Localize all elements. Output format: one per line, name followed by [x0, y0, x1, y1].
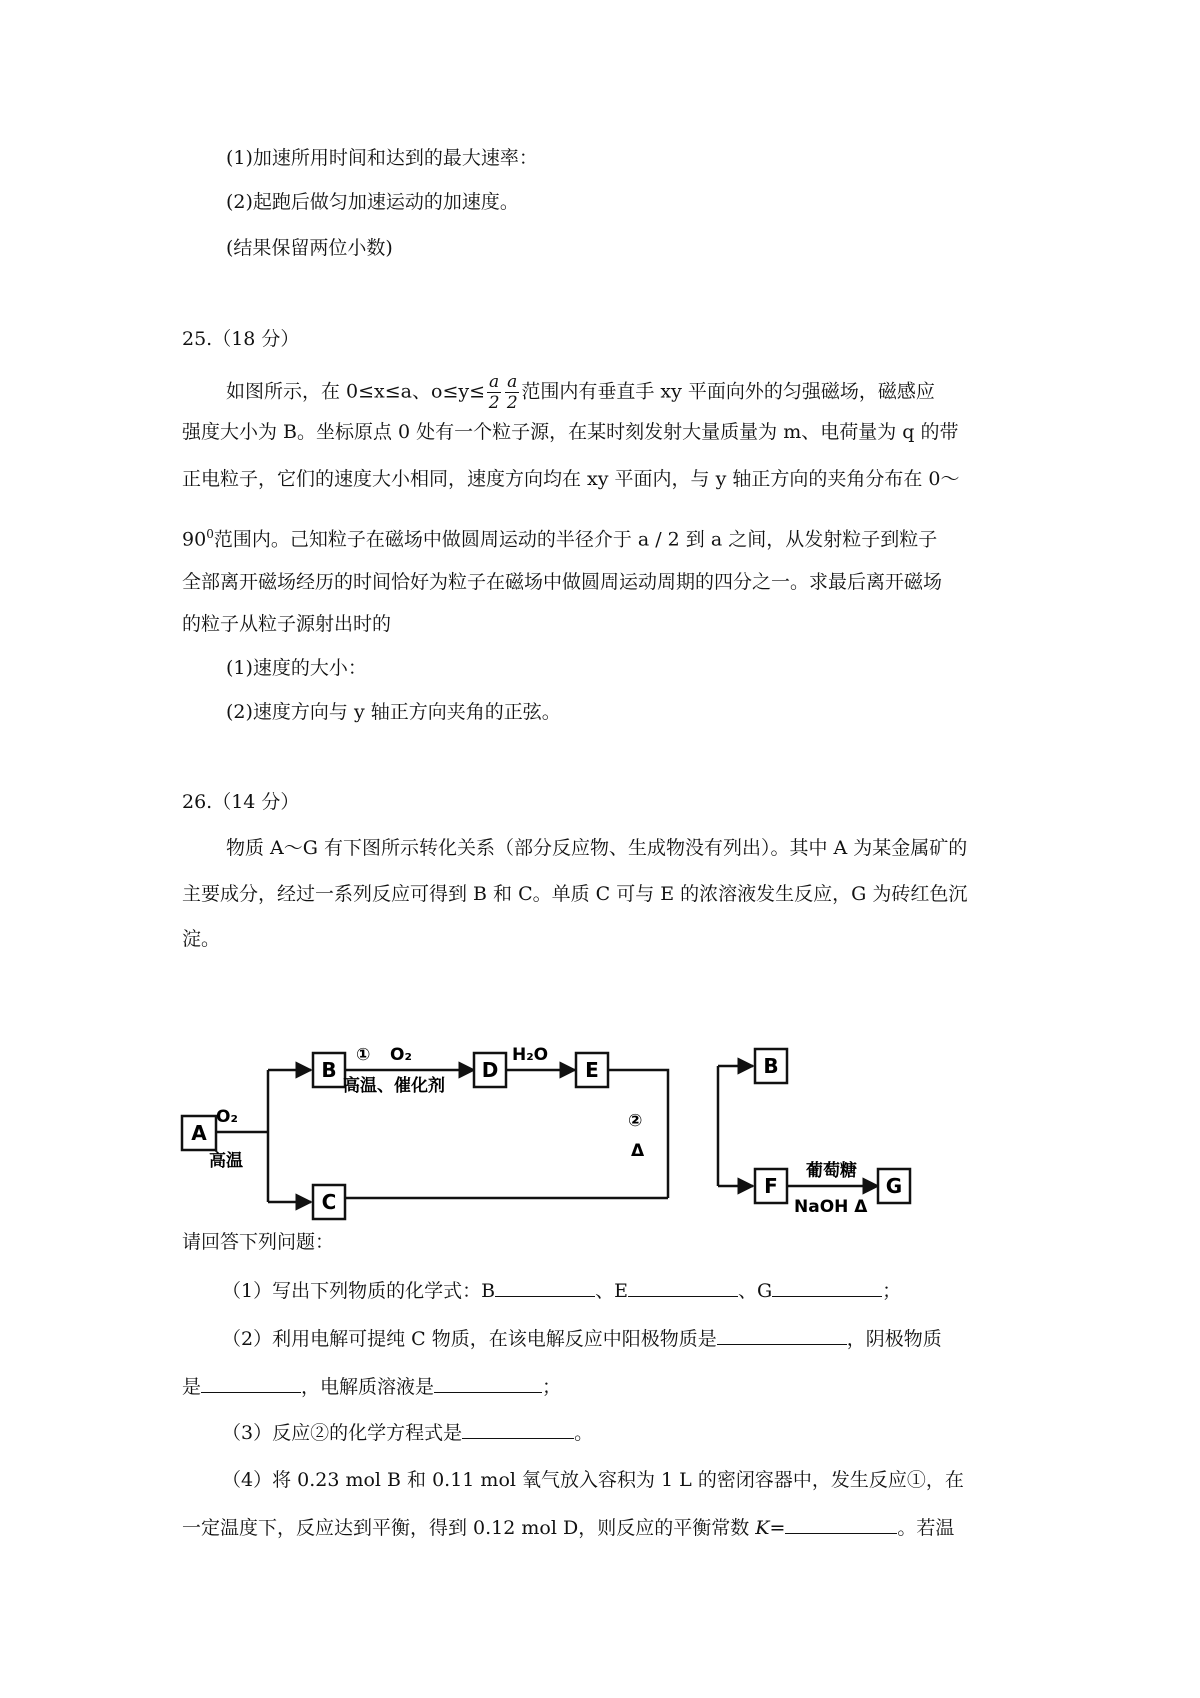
q26-s1-text: （1）写出下列物质的化学式：B — [222, 1280, 496, 1302]
q26-heading: 26.（14 分） — [182, 791, 300, 813]
q25-paragraph-line-4 — [182, 522, 937, 551]
q25-paragraph-line-6: 的粒子从粒子源射出时的 — [182, 613, 392, 635]
q26-subquestion-3 — [222, 1420, 593, 1445]
q26-s4-end: 。若温 — [897, 1517, 955, 1539]
answer-blank-k[interactable] — [785, 1515, 897, 1534]
q26-paragraph-line-1: 物质 A～G 有下图所示转化关系（部分反应物、生成物没有列出）。其中 A 为某金属矿的 — [226, 837, 968, 859]
q26-subquestion-1 — [222, 1278, 901, 1303]
q26-s3-end: 。 — [574, 1422, 594, 1444]
answer-blank-electrolyte[interactable] — [434, 1374, 542, 1393]
svg-text:E: E — [585, 1058, 599, 1082]
label-step-1-reagent: O₂ — [390, 1045, 412, 1065]
box-a — [182, 1116, 216, 1150]
q24-item-1: (1)加速所用时间和达到的最大速率： — [226, 147, 538, 169]
label-step-1: ① — [356, 1045, 371, 1065]
q25-paragraph-line-1 — [226, 372, 935, 413]
angle-value: 90 — [182, 528, 207, 551]
label-h2o: H₂O — [512, 1045, 549, 1065]
q26-s2-text: （2）利用电解可提纯 C 物质，在该电解反应中阳极物质是 — [222, 1328, 717, 1350]
q26-s1-text-e: 、E — [595, 1280, 628, 1302]
q26-subquestion-4-line-1: （4）将 0.23 mol B 和 0.11 mol 氧气放入容积为 1 L 的密闭容器中，发生反应①，在 — [222, 1469, 964, 1491]
box-e — [576, 1053, 608, 1087]
label-condition-1: 高温、催化剂 — [343, 1076, 445, 1096]
conversion-flow-diagram — [178, 1030, 903, 1224]
label-step-2: ② — [628, 1111, 643, 1131]
q26-subquestion-4-line-2 — [182, 1515, 954, 1540]
q25-item-2: (2)速度方向与 y 轴正方向夹角的正弦。 — [226, 701, 561, 723]
box-f — [755, 1169, 787, 1203]
svg-text:B: B — [321, 1058, 337, 1082]
box-d — [474, 1053, 506, 1087]
q26-s4-text: 一定温度下，反应达到平衡，得到 0.12 mol D，则反应的平衡常数 — [182, 1517, 756, 1539]
answer-blank-b[interactable] — [495, 1278, 595, 1297]
q26-s1-end: ； — [882, 1280, 902, 1302]
answer-blank-g[interactable] — [772, 1278, 882, 1297]
q26-subquestion-2-line-1 — [222, 1326, 942, 1351]
answer-blank-cathode[interactable] — [201, 1374, 301, 1393]
q26-s4-equals: = — [769, 1517, 786, 1539]
fraction-a-over-2-second — [505, 372, 519, 413]
answer-blank-anode[interactable] — [717, 1326, 847, 1345]
q26-s2-text-electrolyte: ，电解质溶液是 — [301, 1376, 435, 1398]
svg-text:G: G — [885, 1174, 903, 1198]
label-glucose: 葡萄糖 — [806, 1161, 857, 1181]
wire-e-right — [608, 1070, 668, 1198]
q25-item-1: (1)速度的大小： — [226, 657, 367, 679]
q26-prompt: 请回答下列问题： — [182, 1231, 335, 1253]
box-b — [313, 1053, 345, 1087]
q26-s1-text-g: 、G — [737, 1280, 773, 1302]
q26-s2-text-cathode: ，阴极物质 — [846, 1328, 942, 1350]
label-o2: O₂ — [216, 1107, 238, 1127]
angle-superscript: 0 — [206, 527, 214, 541]
q25-text-c: 范围内。己知粒子在磁场中做圆周运动的半径介于 a / 2 到 a 之间，从发射粒子到粒子 — [213, 528, 938, 551]
q26-subquestion-2-line-2 — [182, 1374, 561, 1399]
box-g — [878, 1169, 910, 1203]
answer-blank-equation[interactable] — [462, 1420, 574, 1439]
fraction-numerator: a — [489, 372, 500, 392]
q25-paragraph-line-3: 正电粒子，它们的速度大小相同，速度方向均在 xy 平面内，与 y 轴正方向的夹角分布在 0～ — [182, 468, 960, 490]
answer-blank-e[interactable] — [628, 1278, 738, 1297]
q26-paragraph-line-2: 主要成分，经过一系列反应可得到 B 和 C。单质 C 可与 E 的浓溶液发生反应，G 为砖红色沉 — [182, 883, 968, 905]
q25-text-b: 范围内有垂直手 xy 平面向外的匀强磁场，磁感应 — [521, 380, 935, 403]
fraction-a-over-2 — [487, 372, 501, 413]
fraction-denominator: 2 — [488, 393, 500, 413]
svg-text:C: C — [321, 1190, 337, 1214]
fraction-denominator: 2 — [506, 393, 518, 413]
svg-text:F: F — [764, 1174, 778, 1198]
q25-paragraph-line-2: 强度大小为 B。坐标原点 0 处有一个粒子源，在某时刻发射大量质量为 m、电荷量为 q 的带 — [182, 421, 959, 443]
label-gaowen: 高温 — [209, 1151, 243, 1171]
q25-heading: 25.（18 分） — [182, 328, 300, 350]
q24-item-2: (2)起跑后做匀加速运动的加速度。 — [226, 191, 519, 213]
q25-text-a: 如图所示，在 0≤x≤a、o≤y≤ — [226, 380, 486, 403]
q26-s3-text: （3）反应②的化学方程式是 — [222, 1422, 463, 1444]
box-b-product — [755, 1049, 787, 1083]
svg-text:D: D — [481, 1058, 499, 1082]
svg-text:B: B — [763, 1054, 779, 1078]
q26-paragraph-line-3: 淀。 — [182, 928, 221, 950]
fraction-numerator: a — [507, 372, 518, 392]
svg-text:A: A — [191, 1121, 207, 1145]
box-c — [313, 1185, 345, 1219]
q25-paragraph-line-5: 全部离开磁场经历的时间恰好为粒子在磁场中做圆周运动周期的四分之一。求最后离开磁场 — [182, 571, 943, 593]
q26-s2-end: ； — [542, 1376, 562, 1398]
q24-note: (结果保留两位小数) — [226, 237, 393, 259]
label-delta: Δ — [631, 1141, 645, 1161]
equilibrium-constant-symbol: K — [755, 1517, 770, 1539]
q26-s2-text-shi: 是 — [182, 1376, 202, 1398]
label-naoh: NaOH Δ — [794, 1197, 868, 1217]
